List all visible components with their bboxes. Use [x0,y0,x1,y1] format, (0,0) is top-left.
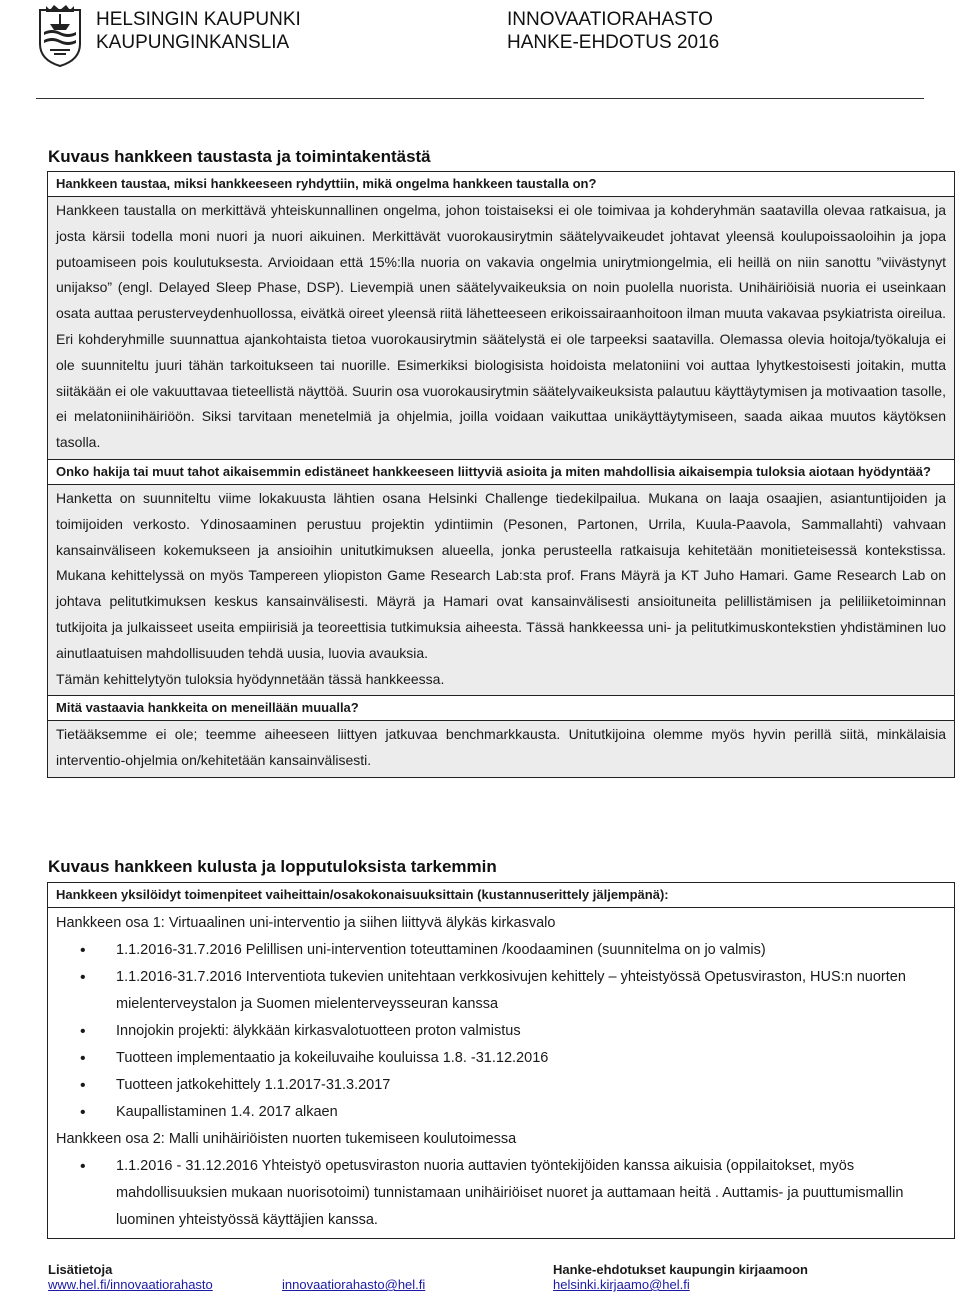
section2-question-1: Hankkeen yksilöidyt toimenpiteet vaiheittain/osakokonaisuuksittain (kustannuserittely jäljempänä): [48,883,954,908]
answer-2-paragraph-2: Tämän kehittelytyön tuloksia hyödynnetään tässä hankkeessa. [56,670,445,687]
proj-line-1: INNOVAATIORAHASTO [507,9,713,30]
list-item: • Innojokin projekti: älykkään kirkasvalotuotteen proton valmistus [116,1018,946,1045]
answer-1[interactable] [48,197,954,460]
section2-table [47,882,955,1239]
footer-middle [282,1277,425,1292]
part1-list [56,937,946,1126]
project-heading [507,8,719,54]
organization-name [96,8,301,54]
list-item: • Tuotteen jatkokehittely 1.1.2017-31.3.2017 [116,1072,946,1099]
footer-registry-title: Hanke-ehdotukset kaupungin kirjaamoon [553,1262,808,1277]
list-item: • Tuotteen implementaatio ja kokeiluvaihe kouluissa 1.8. -31.12.2016 [116,1045,946,1072]
list-item: • 1.1.2016-31.7.2016 Interventiota tukevien unitehtaan verkkosivujen kehittely – yhteistyössä Opetusviraston, HUS:n nuorten mielenterveystalon ja Suomen mielenterveysseuran kanssa [116,964,946,1018]
part2-title: Hankkeen osa 2: Malli unihäiriöisten nuorten tukemiseen koulutoimessa [56,1131,517,1147]
list-item: • Kaupallistaminen 1.4. 2017 alkaen [116,1099,946,1126]
list-item: • 1.1.2016 - 31.12.2016 Yhteistyö opetusviraston nuoria auttavien työntekijöiden kanssa aikuisia (oppilaitokset, myös mahdollisuuksien mukaan nuorisotoimi) tunnistamaan unihäiriöiset nuoret ja auttamaan heitä . Auttamis- ja puuttumismallin luominen yhteistyössä käyttäjien kanssa. [116,1153,946,1234]
footer-left [48,1262,213,1292]
proj-line-2: HANKE-EHDOTUS 2016 [507,32,720,53]
answer-1-text: Hankkeen taustalla on merkittävä yhteiskunnallinen ongelma, johon toistaiseksi ei ole toimivaa ja kohderyhmän saatavilla olevaa ratkaisua, ja josta kärsii todella moni nuori ja nuori aikuinen. Merkittävät vuorokausirytmin säätelyvaikeudet johtavat yleensä koulupoissaoloihin ja jopa putoamiseen pois koulutuksesta. Arvioidaan että 15%:lla nuoria on vakavia ongelmia unirytmiongelmia, eli heillä on niin sanottu ”viivästynyt unijakso” (engl. Delayed Sleep Phase, DSP). Lievempiä unen säätelyvaikeuksia on noin puolella nuorista. Unihäiriöisiä nuoria ei useinkaan osata auttaa perusterveydenhuollossa, eivätkä oireet yleensä riitä lähetteeseen erikoissairaanhoitoon ilman muuta vakavaa psykiatrista oireilua. Eri kohderyhmille suunnattua ajankohtaista tietoa vuorokausirytmin säätelystä ei ole tarpeeksi saatavilla. Olemassa olevia hoitoja/työkaluja ei ole suunniteltu juuri tähän tarkoitukseen tai nuorille. Esimerkiksi biologisista hoidoista melatoniini voi auttaa lyhytkestoisesti joitakin, mutta siitäkään ei ole vakuuttavaa tieteellistä näyttöä. Suurin osa vuorokausirytmin säätelyvaikeuksista palautuu käyttäytymisen ja motivaation tasolle, ei melatoniinihäiriöön. Siksi tarvitaan menetelmiä ja ohjelmia, joilla voidaan vaikuttaa unikäyttäytymiseen, saada aikaa muutos käytöksen tasolla. [56,202,946,451]
question-1: Hankkeen taustaa, miksi hankkeeseen ryhdyttiin, mikä ongelma hankkeen taustalla on? [48,172,954,197]
header-divider [36,98,924,99]
section1-title: Kuvaus hankkeen taustasta ja toimintakentästä [48,147,431,166]
registry-email-link[interactable]: helsinki.kirjaamo@hel.fi [553,1277,690,1292]
part1-title: Hankkeen osa 1: Virtuaalinen uni-interventio ja siihen liittyvä älykäs kirkasvalo [56,915,556,931]
footer-info-title: Lisätietoja [48,1262,113,1277]
org-line-2: KAUPUNGINKANSLIA [96,32,290,53]
answer-3-text: Tietääksemme ei ole; teemme aiheeseen liittyen jatkuvaa benchmarkkausta. Unitutkijoina olemme myös hyvin perillä siitä, minkälaisia interventio-ohjelmia on/kehitetään kansainvälisesti. [56,726,946,769]
answer-3[interactable] [48,721,954,777]
answer-2-paragraph-1: Hanketta on suunniteltu viime lokakuusta lähtien osana Helsinki Challenge tiedekilpailua. Mukana on laaja osaajien, asiantuntijoiden ja toimijoiden verkosto. Ydinosaaminen perustuu projektin ydintiimin (Pesonen, Partonen, Urrila, Kuula-Paavola, Sammallahti) vahvaan kansainväliseen kokemukseen ja ansioihin unitutkimuksen alueella, jonka perusteella ratkaisuja kehitetään monitieteisessä kontekstissa. Mukana kehittelyssä on myös Tampereen yliopiston Game Research Lab:sta prof. Frans Mäyrä ja KT Juho Hamari. Game Research Lab on johtava pelitutkimuksen keskus kansainvälisesti. Mäyrä ja Hamari ovat kansainvälisesti ansioituneita pelillistämisen ja peliliiketoiminnan tutkijoita ja julkaisseet useita empiirisiä ja teoreettisia tutkimuksia aiheesta. Tässä hankkeessa uni- ja pelitutkimuskontekstien yhdistäminen luo ainutlaatuisen mahdollisuuden tehdä uusia, luovia avauksia. [56,489,946,661]
helsinki-crest-icon [36,4,84,68]
section2-title: Kuvaus hankkeen kulusta ja lopputuloksista tarkemmin [48,857,497,876]
section1-table [47,171,955,778]
answer-2[interactable] [48,485,954,696]
part2-list [56,1153,946,1234]
email-link[interactable]: innovaatiorahasto@hel.fi [282,1277,426,1292]
page-header [0,0,960,100]
question-2: Onko hakija tai muut tahot aikaisemmin edistäneet hankkeeseen liittyviä asioita ja miten mahdollisia aikaisempia tuloksia aiotaan hyödyntää? [48,460,954,485]
section2-answer[interactable] [48,908,954,1238]
org-line-1: HELSINGIN KAUPUNKI [96,9,301,30]
website-link[interactable]: www.hel.fi/innovaatiorahasto [48,1277,213,1292]
footer-right [553,1262,808,1292]
list-item: • 1.1.2016-31.7.2016 Pelillisen uni-intervention toteuttaminen /koodaaminen (suunnitelma on jo valmis) [116,937,946,964]
question-3: Mitä vastaavia hankkeita on meneillään muualla? [48,696,954,721]
